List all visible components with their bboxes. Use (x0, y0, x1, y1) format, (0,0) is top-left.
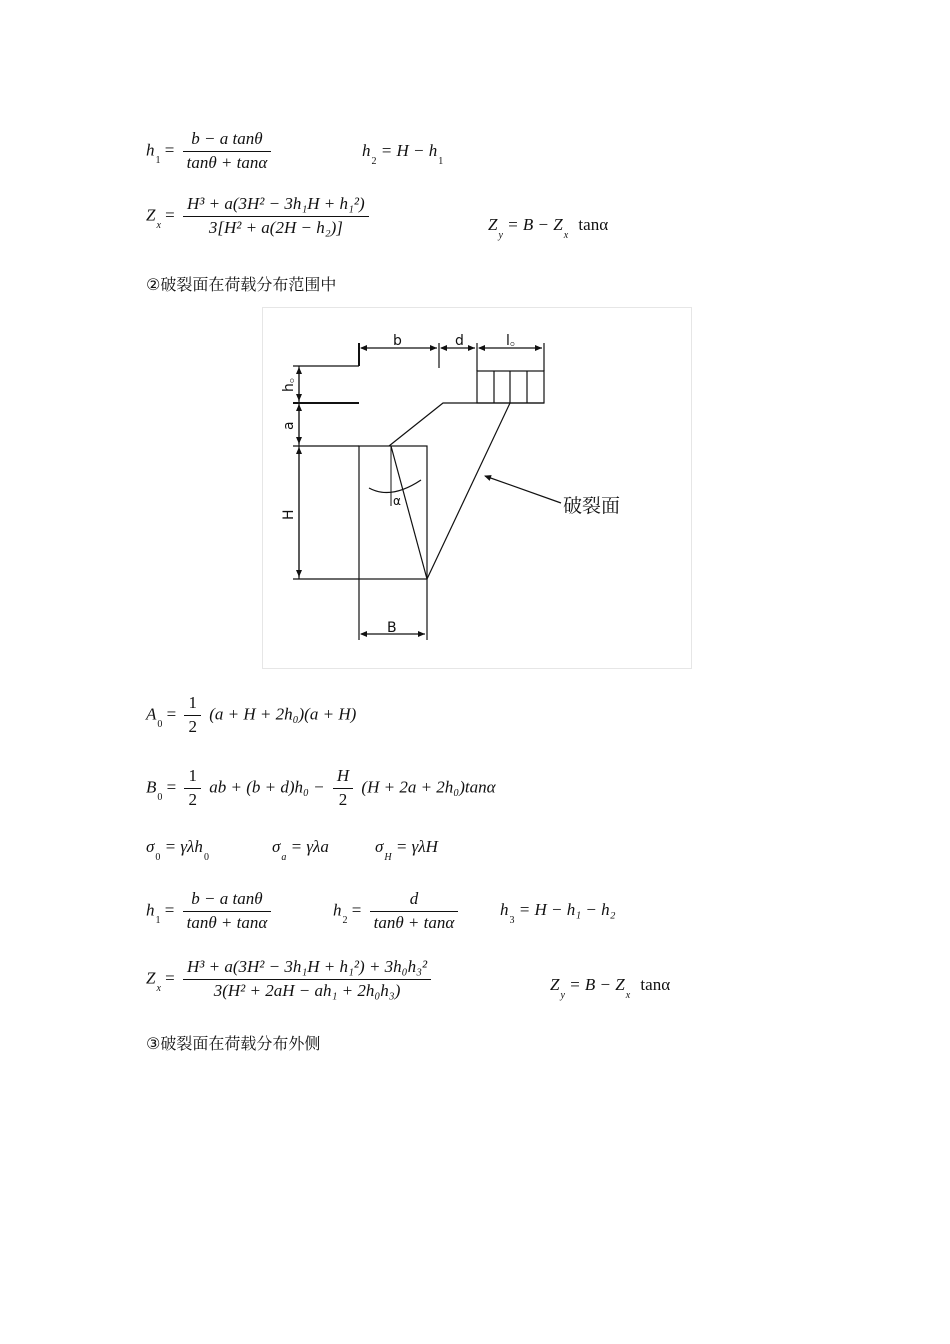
formula-h2: $h_2 = H - h_1$ (362, 141, 444, 167)
alpha-arc (369, 480, 421, 493)
formula-h1: $h_1$ = $\frac{\text{b − a tanθ}}{\tan\theta + \tan\alpha}$ (146, 128, 275, 175)
formula-B0: $B_0$ = $\frac{1}{2}$ ab + (b + d)h₀ − $\frac{H}{2}$ (H + 2a + 2h₀)tanα (146, 765, 496, 812)
formula-zy-2: $Z_y = B - Z_x$ tanα (550, 975, 671, 1001)
wall-back-line (391, 446, 427, 579)
label-d: d (455, 333, 464, 349)
rupture-plane-line (427, 403, 510, 579)
label-alpha: α (393, 494, 401, 508)
formula-zx-2: $Z_x$ = $\frac{\text{H³ + a(3H² − 3h₁H + h₁²) + 3h₀h₃²}}{\text{3(H² + 2aH − ah₁ + 2h₀h₃)}}$ (146, 956, 435, 1003)
label-B: B (387, 620, 397, 636)
label-l0: l。 (506, 333, 524, 349)
figure-svg (263, 308, 693, 670)
retaining-wall-figure (262, 307, 692, 669)
heading-case-2: ②破裂面在荷载分布范围中 (146, 275, 337, 294)
formula-sigma0: $\sigma_0 = \gamma\lambda h_0$ (146, 837, 209, 863)
formula-h1-2: $h_1$ = $\frac{\text{b − a tanθ}}{\tan\theta + \tan\alpha}$ (146, 888, 275, 935)
wall-body (359, 446, 427, 579)
label-H: H (281, 509, 297, 520)
formula-A0: $A_0$ = $\frac{1}{2}$ (a + H + 2h₀)(a + H) (146, 692, 356, 739)
formula-zy-1: $Z_y = B - Z_x$ tanα (488, 215, 609, 241)
heading-case-3: ③破裂面在荷载分布外侧 (146, 1034, 321, 1053)
label-rupture: 破裂面 (563, 495, 621, 517)
formula-h2-2: $h_2$ = $\frac{d}{\tan\theta + \tan\alpha}$ (333, 888, 462, 935)
formula-sigmaa: $\sigma_a = \gamma\lambda a$ (272, 837, 329, 863)
formula-zx-1: $Z_x$ = $\frac{\text{H³ + a(3H² − 3h₁H + h₁²)}}{\text{3[H² + a(2H − h₂)]}}$ (146, 193, 373, 240)
formula-h3: $h_3 = H - h_1 - h_2$ (500, 900, 616, 926)
formula-sigmaH: $\sigma_H = \gamma\lambda H$ (375, 837, 438, 863)
rupture-pointer (485, 476, 561, 503)
label-b: b (393, 333, 402, 349)
label-a: a (281, 421, 297, 430)
backfill-surface (389, 403, 544, 446)
label-h0: h。 (281, 369, 297, 392)
